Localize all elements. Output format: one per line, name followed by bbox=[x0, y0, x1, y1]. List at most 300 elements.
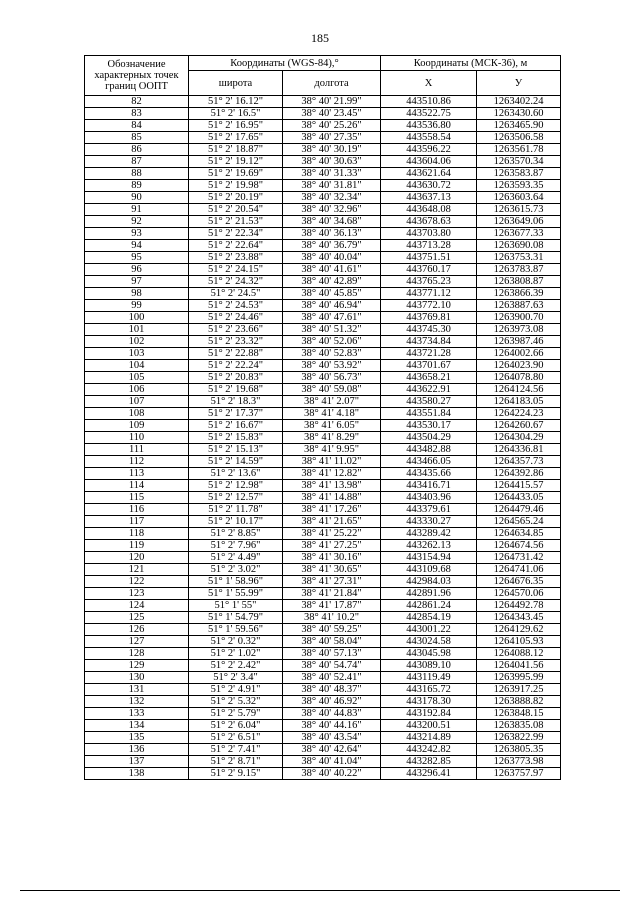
table-row bbox=[85, 504, 561, 516]
x-cell: 443772.10 bbox=[381, 300, 477, 312]
longitude-cell: 38° 40' 31.81" bbox=[283, 180, 381, 192]
table-row bbox=[85, 144, 561, 156]
table-row bbox=[85, 756, 561, 768]
latitude-cell: 51° 1' 55" bbox=[189, 600, 283, 612]
y-cell: 1263561.78 bbox=[477, 144, 561, 156]
longitude-cell: 38° 40' 43.54" bbox=[283, 732, 381, 744]
x-cell: 443765.23 bbox=[381, 276, 477, 288]
header-latitude: широта bbox=[189, 71, 283, 96]
y-cell: 1264129.62 bbox=[477, 624, 561, 636]
longitude-cell: 38° 40' 54.74" bbox=[283, 660, 381, 672]
point-id-cell: 126 bbox=[85, 624, 189, 636]
latitude-cell: 51° 2' 5.79" bbox=[189, 708, 283, 720]
point-id-cell: 123 bbox=[85, 588, 189, 600]
longitude-cell: 38° 40' 47.61" bbox=[283, 312, 381, 324]
longitude-cell: 38° 41' 27.31" bbox=[283, 576, 381, 588]
latitude-cell: 51° 2' 16.95" bbox=[189, 120, 283, 132]
table-row bbox=[85, 336, 561, 348]
latitude-cell: 51° 1' 58.96" bbox=[189, 576, 283, 588]
latitude-cell: 51° 2' 24.53" bbox=[189, 300, 283, 312]
table-row bbox=[85, 372, 561, 384]
longitude-cell: 38° 40' 51.32" bbox=[283, 324, 381, 336]
point-id-cell: 94 bbox=[85, 240, 189, 252]
point-id-cell: 120 bbox=[85, 552, 189, 564]
table-row bbox=[85, 288, 561, 300]
y-cell: 1264078.80 bbox=[477, 372, 561, 384]
table-row bbox=[85, 660, 561, 672]
x-cell: 443769.81 bbox=[381, 312, 477, 324]
latitude-cell: 51° 2' 15.83" bbox=[189, 432, 283, 444]
y-cell: 1264002.66 bbox=[477, 348, 561, 360]
x-cell: 442984.03 bbox=[381, 576, 477, 588]
table-row bbox=[85, 708, 561, 720]
y-cell: 1264433.05 bbox=[477, 492, 561, 504]
table-row bbox=[85, 396, 561, 408]
x-cell: 443510.86 bbox=[381, 96, 477, 108]
point-id-cell: 127 bbox=[85, 636, 189, 648]
latitude-cell: 51° 2' 8.85" bbox=[189, 528, 283, 540]
latitude-cell: 51° 2' 6.51" bbox=[189, 732, 283, 744]
longitude-cell: 38° 40' 45.85" bbox=[283, 288, 381, 300]
longitude-cell: 38° 40' 48.37" bbox=[283, 684, 381, 696]
latitude-cell: 51° 2' 20.54" bbox=[189, 204, 283, 216]
point-id-cell: 133 bbox=[85, 708, 189, 720]
table-row bbox=[85, 264, 561, 276]
table-row bbox=[85, 228, 561, 240]
y-cell: 1263465.90 bbox=[477, 120, 561, 132]
point-id-cell: 86 bbox=[85, 144, 189, 156]
x-cell: 442854.19 bbox=[381, 612, 477, 624]
table-row bbox=[85, 276, 561, 288]
x-cell: 443522.75 bbox=[381, 108, 477, 120]
y-cell: 1263677.33 bbox=[477, 228, 561, 240]
latitude-cell: 51° 2' 24.15" bbox=[189, 264, 283, 276]
x-cell: 443596.22 bbox=[381, 144, 477, 156]
latitude-cell: 51° 2' 18.87" bbox=[189, 144, 283, 156]
longitude-cell: 38° 41' 12.82" bbox=[283, 468, 381, 480]
y-cell: 1263593.35 bbox=[477, 180, 561, 192]
x-cell: 443178.30 bbox=[381, 696, 477, 708]
longitude-cell: 38° 41' 21.84" bbox=[283, 588, 381, 600]
latitude-cell: 51° 2' 22.88" bbox=[189, 348, 283, 360]
x-cell: 443024.58 bbox=[381, 636, 477, 648]
x-cell: 443760.17 bbox=[381, 264, 477, 276]
point-id-cell: 82 bbox=[85, 96, 189, 108]
x-cell: 443648.08 bbox=[381, 204, 477, 216]
longitude-cell: 38° 40' 30.63" bbox=[283, 156, 381, 168]
latitude-cell: 51° 2' 14.59" bbox=[189, 456, 283, 468]
longitude-cell: 38° 41' 17.26" bbox=[283, 504, 381, 516]
point-id-cell: 90 bbox=[85, 192, 189, 204]
longitude-cell: 38° 40' 53.92" bbox=[283, 360, 381, 372]
y-cell: 1264674.56 bbox=[477, 540, 561, 552]
y-cell: 1263835.08 bbox=[477, 720, 561, 732]
point-id-cell: 91 bbox=[85, 204, 189, 216]
point-id-cell: 128 bbox=[85, 648, 189, 660]
longitude-cell: 38° 40' 36.79" bbox=[283, 240, 381, 252]
latitude-cell: 51° 2' 22.24" bbox=[189, 360, 283, 372]
longitude-cell: 38° 40' 30.19" bbox=[283, 144, 381, 156]
point-id-cell: 112 bbox=[85, 456, 189, 468]
point-id-cell: 138 bbox=[85, 768, 189, 780]
latitude-cell: 51° 2' 19.12" bbox=[189, 156, 283, 168]
table-row bbox=[85, 612, 561, 624]
y-cell: 1264105.93 bbox=[477, 636, 561, 648]
longitude-cell: 38° 41' 21.65" bbox=[283, 516, 381, 528]
point-id-cell: 111 bbox=[85, 444, 189, 456]
longitude-cell: 38° 41' 27.25" bbox=[283, 540, 381, 552]
y-cell: 1263987.46 bbox=[477, 336, 561, 348]
header-x: X bbox=[381, 71, 477, 96]
point-id-cell: 108 bbox=[85, 408, 189, 420]
longitude-cell: 38° 40' 27.35" bbox=[283, 132, 381, 144]
latitude-cell: 51° 2' 7.41" bbox=[189, 744, 283, 756]
point-id-cell: 92 bbox=[85, 216, 189, 228]
table-row bbox=[85, 528, 561, 540]
table-row bbox=[85, 516, 561, 528]
point-id-cell: 124 bbox=[85, 600, 189, 612]
y-cell: 1264041.56 bbox=[477, 660, 561, 672]
x-cell: 443580.27 bbox=[381, 396, 477, 408]
x-cell: 443045.98 bbox=[381, 648, 477, 660]
latitude-cell: 51° 2' 6.04" bbox=[189, 720, 283, 732]
latitude-cell: 51° 1' 55.99" bbox=[189, 588, 283, 600]
latitude-cell: 51° 2' 3.02" bbox=[189, 564, 283, 576]
latitude-cell: 51° 2' 13.6" bbox=[189, 468, 283, 480]
y-cell: 1263805.35 bbox=[477, 744, 561, 756]
x-cell: 443530.17 bbox=[381, 420, 477, 432]
x-cell: 443551.84 bbox=[381, 408, 477, 420]
table-row bbox=[85, 324, 561, 336]
point-id-cell: 89 bbox=[85, 180, 189, 192]
longitude-cell: 38° 40' 32.34" bbox=[283, 192, 381, 204]
table-row bbox=[85, 492, 561, 504]
point-id-cell: 137 bbox=[85, 756, 189, 768]
x-cell: 443109.68 bbox=[381, 564, 477, 576]
latitude-cell: 51° 2' 16.12" bbox=[189, 96, 283, 108]
longitude-cell: 38° 40' 32.96" bbox=[283, 204, 381, 216]
y-cell: 1263570.34 bbox=[477, 156, 561, 168]
x-cell: 443001.22 bbox=[381, 624, 477, 636]
x-cell: 443604.06 bbox=[381, 156, 477, 168]
y-cell: 1263583.87 bbox=[477, 168, 561, 180]
point-id-cell: 102 bbox=[85, 336, 189, 348]
point-id-cell: 87 bbox=[85, 156, 189, 168]
longitude-cell: 38° 40' 52.41" bbox=[283, 672, 381, 684]
y-cell: 1264260.67 bbox=[477, 420, 561, 432]
x-cell: 443242.82 bbox=[381, 744, 477, 756]
table-row bbox=[85, 600, 561, 612]
x-cell: 443621.64 bbox=[381, 168, 477, 180]
latitude-cell: 51° 2' 22.34" bbox=[189, 228, 283, 240]
table-row bbox=[85, 120, 561, 132]
x-cell: 443745.30 bbox=[381, 324, 477, 336]
table-row bbox=[85, 720, 561, 732]
x-cell: 443536.80 bbox=[381, 120, 477, 132]
longitude-cell: 38° 40' 46.94" bbox=[283, 300, 381, 312]
y-cell: 1263866.39 bbox=[477, 288, 561, 300]
latitude-cell: 51° 2' 5.32" bbox=[189, 696, 283, 708]
x-cell: 442891.96 bbox=[381, 588, 477, 600]
point-id-cell: 84 bbox=[85, 120, 189, 132]
table-row bbox=[85, 468, 561, 480]
point-id-cell: 97 bbox=[85, 276, 189, 288]
longitude-cell: 38° 40' 56.73" bbox=[283, 372, 381, 384]
table-row bbox=[85, 180, 561, 192]
latitude-cell: 51° 2' 24.32" bbox=[189, 276, 283, 288]
table-row bbox=[85, 216, 561, 228]
latitude-cell: 51° 2' 11.78" bbox=[189, 504, 283, 516]
header-wgs84: Координаты (WGS-84),° bbox=[189, 56, 381, 71]
y-cell: 1264415.57 bbox=[477, 480, 561, 492]
latitude-cell: 51° 2' 9.15" bbox=[189, 768, 283, 780]
point-id-cell: 93 bbox=[85, 228, 189, 240]
longitude-cell: 38° 40' 42.89" bbox=[283, 276, 381, 288]
table-row bbox=[85, 108, 561, 120]
longitude-cell: 38° 41' 13.98" bbox=[283, 480, 381, 492]
y-cell: 1264224.23 bbox=[477, 408, 561, 420]
latitude-cell: 51° 1' 59.56" bbox=[189, 624, 283, 636]
point-id-cell: 99 bbox=[85, 300, 189, 312]
x-cell: 443262.13 bbox=[381, 540, 477, 552]
longitude-cell: 38° 40' 44.16" bbox=[283, 720, 381, 732]
latitude-cell: 51° 2' 1.02" bbox=[189, 648, 283, 660]
y-cell: 1264088.12 bbox=[477, 648, 561, 660]
point-id-cell: 109 bbox=[85, 420, 189, 432]
y-cell: 1264336.81 bbox=[477, 444, 561, 456]
point-id-cell: 135 bbox=[85, 732, 189, 744]
y-cell: 1263753.31 bbox=[477, 252, 561, 264]
y-cell: 1263808.87 bbox=[477, 276, 561, 288]
header-msk36: Координаты (МСК-36), м bbox=[381, 56, 561, 71]
table-row bbox=[85, 624, 561, 636]
point-id-cell: 103 bbox=[85, 348, 189, 360]
point-id-cell: 113 bbox=[85, 468, 189, 480]
table-row bbox=[85, 240, 561, 252]
y-cell: 1264676.35 bbox=[477, 576, 561, 588]
point-id-cell: 95 bbox=[85, 252, 189, 264]
y-cell: 1264634.85 bbox=[477, 528, 561, 540]
latitude-cell: 51° 2' 7.96" bbox=[189, 540, 283, 552]
longitude-cell: 38° 41' 9.95" bbox=[283, 444, 381, 456]
latitude-cell: 51° 2' 17.65" bbox=[189, 132, 283, 144]
x-cell: 443658.21 bbox=[381, 372, 477, 384]
latitude-cell: 51° 2' 15.13" bbox=[189, 444, 283, 456]
point-id-cell: 134 bbox=[85, 720, 189, 732]
latitude-cell: 51° 2' 3.4" bbox=[189, 672, 283, 684]
table-row bbox=[85, 540, 561, 552]
latitude-cell: 51° 2' 20.83" bbox=[189, 372, 283, 384]
table-row bbox=[85, 156, 561, 168]
latitude-cell: 51° 2' 24.46" bbox=[189, 312, 283, 324]
table-row bbox=[85, 420, 561, 432]
y-cell: 1264343.45 bbox=[477, 612, 561, 624]
longitude-cell: 38° 40' 52.83" bbox=[283, 348, 381, 360]
longitude-cell: 38° 40' 31.33" bbox=[283, 168, 381, 180]
y-cell: 1263887.63 bbox=[477, 300, 561, 312]
latitude-cell: 51° 2' 16.67" bbox=[189, 420, 283, 432]
longitude-cell: 38° 40' 44.83" bbox=[283, 708, 381, 720]
longitude-cell: 38° 40' 34.68" bbox=[283, 216, 381, 228]
table-row bbox=[85, 672, 561, 684]
y-cell: 1263402.24 bbox=[477, 96, 561, 108]
point-id-cell: 129 bbox=[85, 660, 189, 672]
longitude-cell: 38° 40' 25.26" bbox=[283, 120, 381, 132]
x-cell: 443713.28 bbox=[381, 240, 477, 252]
point-id-cell: 107 bbox=[85, 396, 189, 408]
x-cell: 443214.89 bbox=[381, 732, 477, 744]
y-cell: 1263822.99 bbox=[477, 732, 561, 744]
table-row bbox=[85, 432, 561, 444]
latitude-cell: 51° 2' 23.32" bbox=[189, 336, 283, 348]
longitude-cell: 38° 40' 57.13" bbox=[283, 648, 381, 660]
table-row bbox=[85, 696, 561, 708]
longitude-cell: 38° 40' 23.45" bbox=[283, 108, 381, 120]
point-id-cell: 121 bbox=[85, 564, 189, 576]
point-id-cell: 117 bbox=[85, 516, 189, 528]
longitude-cell: 38° 41' 2.07" bbox=[283, 396, 381, 408]
longitude-cell: 38° 40' 40.22" bbox=[283, 768, 381, 780]
longitude-cell: 38° 40' 52.06" bbox=[283, 336, 381, 348]
x-cell: 443721.28 bbox=[381, 348, 477, 360]
point-id-cell: 110 bbox=[85, 432, 189, 444]
x-cell: 443119.49 bbox=[381, 672, 477, 684]
y-cell: 1263649.06 bbox=[477, 216, 561, 228]
y-cell: 1264492.78 bbox=[477, 600, 561, 612]
latitude-cell: 51° 2' 20.19" bbox=[189, 192, 283, 204]
x-cell: 443637.13 bbox=[381, 192, 477, 204]
table-row bbox=[85, 768, 561, 780]
point-id-cell: 101 bbox=[85, 324, 189, 336]
y-cell: 1263995.99 bbox=[477, 672, 561, 684]
table-row bbox=[85, 96, 561, 108]
longitude-cell: 38° 40' 59.25" bbox=[283, 624, 381, 636]
x-cell: 443435.66 bbox=[381, 468, 477, 480]
longitude-cell: 38° 41' 6.05" bbox=[283, 420, 381, 432]
x-cell: 443403.96 bbox=[381, 492, 477, 504]
latitude-cell: 51° 2' 12.57" bbox=[189, 492, 283, 504]
point-id-cell: 85 bbox=[85, 132, 189, 144]
table-row bbox=[85, 588, 561, 600]
y-cell: 1264183.05 bbox=[477, 396, 561, 408]
longitude-cell: 38° 41' 14.88" bbox=[283, 492, 381, 504]
longitude-cell: 38° 41' 4.18" bbox=[283, 408, 381, 420]
latitude-cell: 51° 2' 17.37" bbox=[189, 408, 283, 420]
latitude-cell: 51° 2' 8.71" bbox=[189, 756, 283, 768]
x-cell: 443630.72 bbox=[381, 180, 477, 192]
point-id-cell: 116 bbox=[85, 504, 189, 516]
page-bottom-rule bbox=[20, 890, 620, 891]
x-cell: 443701.67 bbox=[381, 360, 477, 372]
longitude-cell: 38° 40' 59.08" bbox=[283, 384, 381, 396]
point-id-cell: 118 bbox=[85, 528, 189, 540]
longitude-cell: 38° 40' 58.04" bbox=[283, 636, 381, 648]
x-cell: 443482.88 bbox=[381, 444, 477, 456]
table-header bbox=[85, 56, 561, 96]
longitude-cell: 38° 40' 41.04" bbox=[283, 756, 381, 768]
latitude-cell: 51° 2' 19.98" bbox=[189, 180, 283, 192]
longitude-cell: 38° 41' 30.16" bbox=[283, 552, 381, 564]
y-cell: 1263783.87 bbox=[477, 264, 561, 276]
x-cell: 443466.05 bbox=[381, 456, 477, 468]
y-cell: 1264392.86 bbox=[477, 468, 561, 480]
x-cell: 443289.42 bbox=[381, 528, 477, 540]
point-id-cell: 119 bbox=[85, 540, 189, 552]
y-cell: 1264304.29 bbox=[477, 432, 561, 444]
header-designation: Обозначение характерных точек границ ООПТ bbox=[85, 56, 189, 96]
latitude-cell: 51° 2' 18.3" bbox=[189, 396, 283, 408]
point-id-cell: 104 bbox=[85, 360, 189, 372]
latitude-cell: 51° 2' 4.91" bbox=[189, 684, 283, 696]
y-cell: 1264124.56 bbox=[477, 384, 561, 396]
y-cell: 1264741.06 bbox=[477, 564, 561, 576]
x-cell: 443165.72 bbox=[381, 684, 477, 696]
table-row bbox=[85, 204, 561, 216]
x-cell: 443558.54 bbox=[381, 132, 477, 144]
point-id-cell: 132 bbox=[85, 696, 189, 708]
header-longitude: долгота bbox=[283, 71, 381, 96]
point-id-cell: 122 bbox=[85, 576, 189, 588]
table-row bbox=[85, 132, 561, 144]
point-id-cell: 136 bbox=[85, 744, 189, 756]
point-id-cell: 88 bbox=[85, 168, 189, 180]
longitude-cell: 38° 41' 10.2" bbox=[283, 612, 381, 624]
latitude-cell: 51° 2' 19.68" bbox=[189, 384, 283, 396]
y-cell: 1263603.64 bbox=[477, 192, 561, 204]
latitude-cell: 51° 1' 54.79" bbox=[189, 612, 283, 624]
longitude-cell: 38° 40' 40.04" bbox=[283, 252, 381, 264]
table-row bbox=[85, 636, 561, 648]
table-row bbox=[85, 312, 561, 324]
table-row bbox=[85, 360, 561, 372]
point-id-cell: 125 bbox=[85, 612, 189, 624]
x-cell: 443154.94 bbox=[381, 552, 477, 564]
x-cell: 443330.27 bbox=[381, 516, 477, 528]
x-cell: 443734.84 bbox=[381, 336, 477, 348]
latitude-cell: 51° 2' 23.88" bbox=[189, 252, 283, 264]
longitude-cell: 38° 40' 42.64" bbox=[283, 744, 381, 756]
y-cell: 1264023.90 bbox=[477, 360, 561, 372]
table-row bbox=[85, 408, 561, 420]
y-cell: 1263615.73 bbox=[477, 204, 561, 216]
longitude-cell: 38° 40' 41.61" bbox=[283, 264, 381, 276]
longitude-cell: 38° 41' 25.22" bbox=[283, 528, 381, 540]
table-row bbox=[85, 744, 561, 756]
y-cell: 1264565.24 bbox=[477, 516, 561, 528]
table-row bbox=[85, 648, 561, 660]
latitude-cell: 51° 2' 10.17" bbox=[189, 516, 283, 528]
y-cell: 1264479.46 bbox=[477, 504, 561, 516]
table-row bbox=[85, 192, 561, 204]
y-cell: 1264570.06 bbox=[477, 588, 561, 600]
point-id-cell: 83 bbox=[85, 108, 189, 120]
y-cell: 1263430.60 bbox=[477, 108, 561, 120]
point-id-cell: 96 bbox=[85, 264, 189, 276]
table-row bbox=[85, 456, 561, 468]
latitude-cell: 51° 2' 22.64" bbox=[189, 240, 283, 252]
latitude-cell: 51° 2' 0.32" bbox=[189, 636, 283, 648]
point-id-cell: 98 bbox=[85, 288, 189, 300]
table-row bbox=[85, 252, 561, 264]
latitude-cell: 51° 2' 4.49" bbox=[189, 552, 283, 564]
longitude-cell: 38° 41' 17.87" bbox=[283, 600, 381, 612]
table-row bbox=[85, 384, 561, 396]
header-y: У bbox=[477, 71, 561, 96]
y-cell: 1263888.82 bbox=[477, 696, 561, 708]
longitude-cell: 38° 41' 11.02" bbox=[283, 456, 381, 468]
coordinates-table bbox=[84, 55, 561, 780]
x-cell: 442861.24 bbox=[381, 600, 477, 612]
